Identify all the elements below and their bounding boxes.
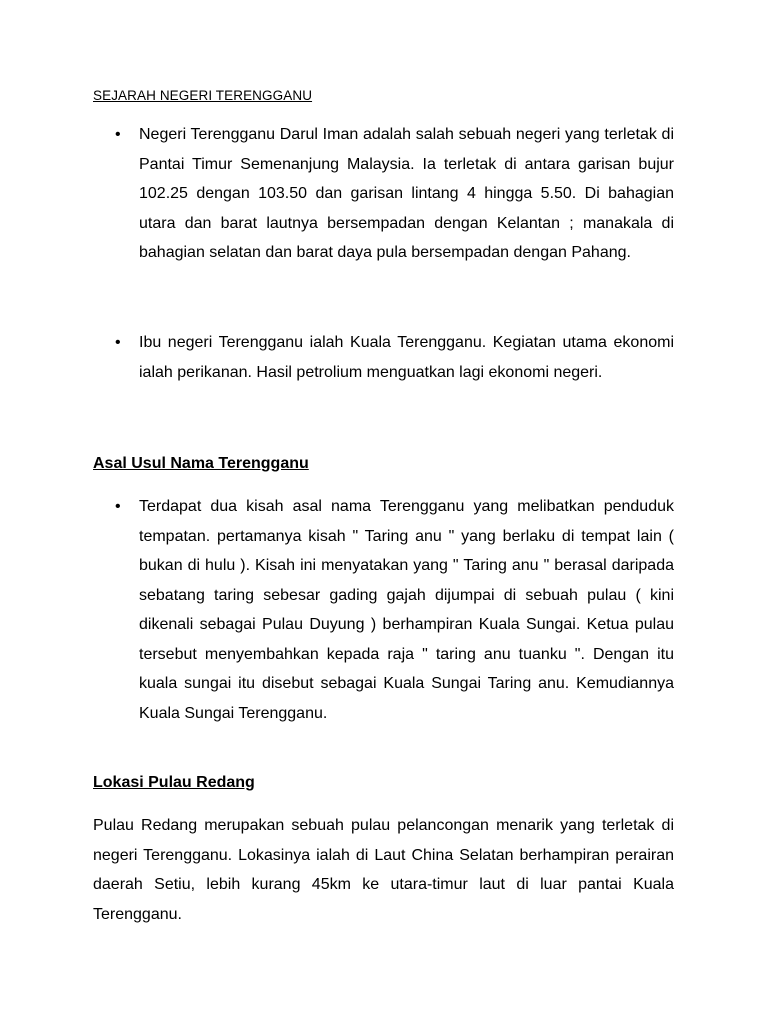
- bullet-icon: •: [115, 498, 121, 515]
- document-title: SEJARAH NEGERI TERENGGANU: [93, 88, 313, 103]
- list-item: [93, 120, 674, 268]
- bullet-icon: •: [115, 334, 121, 351]
- bullet-text: Ibu negeri Terengganu ialah Kuala Terengganu. Kegiatan utama ekonomi ialah perikanan. Hasil petrolium menguatkan lagi ekonomi negeri.: [139, 334, 674, 381]
- paragraph-pulau-redang: Pulau Redang merupakan sebuah pulau pelancongan menarik yang terletak di negeri Terengganu. Lokasinya ialah di Laut China Selatan berhampiran perairan daerah Setiu, lebih kurang 45km ke utara-timur laut di luar pantai Kuala Terengganu.: [93, 817, 674, 923]
- list-item: [93, 492, 674, 728]
- list-item: [93, 328, 674, 387]
- bullet-text: Negeri Terengganu Darul Iman adalah salah sebuah negeri yang terletak di Pantai Timur Semenanjung Malaysia. Ia terletak di antara garisan bujur 102.25 dengan 103.50 dan garisan lintang 4 hingga 5.50. Di bahagian utara dan barat lautnya bersempadan dengan Kelantan ; manakala di bahagian selatan dan barat daya pula bersempadan dengan Pahang.: [139, 126, 674, 261]
- bullet-text: Terdapat dua kisah asal nama Terengganu yang melibatkan penduduk tempatan. pertamanya kisah " Taring anu " yang berlaku di tempat lain ( bukan di hulu ). Kisah ini menyatakan yang " Taring anu " berasal daripada sebatang taring sebesar gading gajah dijumpai di sebuah pulau ( kini dikenali sebagai Pulau Duyung ) berhampiran Kuala Sungai. Ketua pulau tersebut menyembahkan kepada raja " taring anu tuanku ". Dengan itu kuala sungai itu disebut sebagai Kuala Sungai Taring anu. Kemudiannya Kuala Sungai Terengganu.: [139, 498, 674, 722]
- section-heading-asal-usul: Asal Usul Nama Terengganu: [93, 455, 309, 472]
- bullet-icon: •: [115, 126, 121, 143]
- section-heading-lokasi: Lokasi Pulau Redang: [93, 774, 255, 791]
